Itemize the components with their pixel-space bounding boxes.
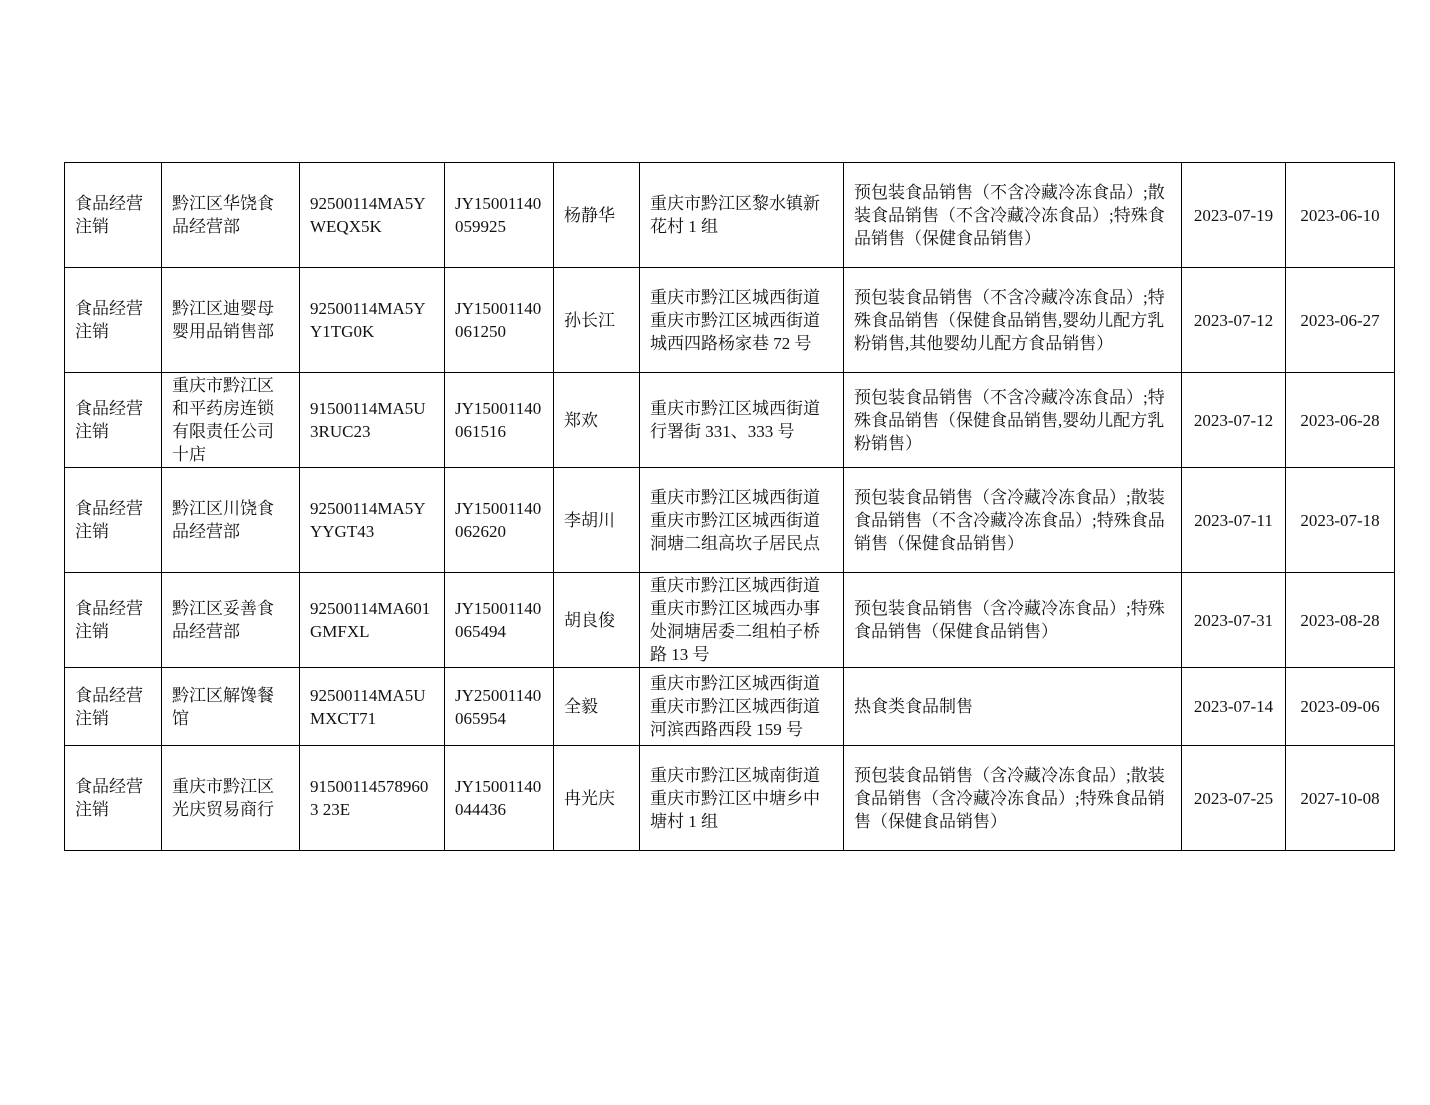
cell-license-number: JY15001140062620 [445,468,554,573]
cell-address: 重庆市黔江区城西街道重庆市黔江区城西街道河滨西路西段 159 号 [640,668,844,746]
cell-license-number: JY25001140065954 [445,668,554,746]
cell-business-scope: 预包装食品销售（含冷藏冷冻食品）;特殊食品销售（保健食品销售） [844,573,1182,668]
cell-person: 全毅 [554,668,640,746]
license-cancellation-table [64,162,1395,851]
cell-address: 重庆市黔江区城南街道重庆市黔江区中塘乡中塘村 1 组 [640,746,844,851]
cell-date-cancelled: 2023-07-31 [1182,573,1286,668]
cell-type: 食品经营注销 [65,668,162,746]
table-row [65,468,1395,573]
cell-type: 食品经营注销 [65,746,162,851]
cell-address: 重庆市黔江区城西街道重庆市黔江区城西办事处洞塘居委二组柏子桥路 13 号 [640,573,844,668]
cell-license-number: JY15001140061250 [445,268,554,373]
cell-credit-code: 92500114MA5YYYGT43 [300,468,445,573]
cell-type: 食品经营注销 [65,268,162,373]
cell-business-scope: 预包装食品销售（不含冷藏冷冻食品）;特殊食品销售（保健食品销售,婴幼儿配方乳粉销售,其他婴幼儿配方食品销售） [844,268,1182,373]
cell-credit-code: 92500114MA5UMXCT71 [300,668,445,746]
cell-business-scope: 热食类食品制售 [844,668,1182,746]
cell-credit-code: 92500114MA601GMFXL [300,573,445,668]
cell-date-valid-until: 2023-09-06 [1286,668,1395,746]
table-row [65,746,1395,851]
cell-date-valid-until: 2023-08-28 [1286,573,1395,668]
cell-credit-code: 92500114MA5YWEQX5K [300,163,445,268]
cell-person: 孙长江 [554,268,640,373]
cell-license-number: JY15001140059925 [445,163,554,268]
cell-business-scope: 预包装食品销售（不含冷藏冷冻食品）;散装食品销售（不含冷藏冷冻食品）;特殊食品销售（保健食品销售） [844,163,1182,268]
cell-date-cancelled: 2023-07-12 [1182,268,1286,373]
cell-business-scope: 预包装食品销售（含冷藏冷冻食品）;散装食品销售（不含冷藏冷冻食品）;特殊食品销售（保健食品销售） [844,468,1182,573]
cell-credit-code: 91500114MA5U3RUC23 [300,373,445,468]
cell-license-number: JY15001140065494 [445,573,554,668]
cell-person: 冉光庆 [554,746,640,851]
cell-date-cancelled: 2023-07-14 [1182,668,1286,746]
cell-type: 食品经营注销 [65,573,162,668]
cell-date-cancelled: 2023-07-11 [1182,468,1286,573]
cell-person: 李胡川 [554,468,640,573]
table-row [65,573,1395,668]
cell-business-name: 重庆市黔江区和平药房连锁有限责任公司十店 [162,373,300,468]
cell-date-cancelled: 2023-07-25 [1182,746,1286,851]
table-row [65,373,1395,468]
table-row [65,668,1395,746]
cell-address: 重庆市黔江区城西街道重庆市黔江区城西街道城西四路杨家巷 72 号 [640,268,844,373]
cell-date-valid-until: 2023-06-27 [1286,268,1395,373]
cell-business-name: 黔江区妥善食品经营部 [162,573,300,668]
cell-date-valid-until: 2023-06-28 [1286,373,1395,468]
cell-license-number: JY15001140061516 [445,373,554,468]
table-row [65,163,1395,268]
cell-business-name: 黔江区川饶食品经营部 [162,468,300,573]
cell-person: 杨静华 [554,163,640,268]
cell-type: 食品经营注销 [65,468,162,573]
cell-type: 食品经营注销 [65,163,162,268]
cell-business-name: 黔江区华饶食品经营部 [162,163,300,268]
table-row [65,268,1395,373]
cell-business-name: 黔江区解馋餐馆 [162,668,300,746]
cell-date-cancelled: 2023-07-12 [1182,373,1286,468]
cell-license-number: JY15001140044436 [445,746,554,851]
cell-address: 重庆市黔江区黎水镇新花村 1 组 [640,163,844,268]
cell-date-valid-until: 2027-10-08 [1286,746,1395,851]
cell-person: 郑欢 [554,373,640,468]
cell-business-name: 黔江区迪婴母婴用品销售部 [162,268,300,373]
cell-date-valid-until: 2023-06-10 [1286,163,1395,268]
cell-person: 胡良俊 [554,573,640,668]
cell-date-cancelled: 2023-07-19 [1182,163,1286,268]
cell-credit-code: 92500114MA5YY1TG0K [300,268,445,373]
cell-address: 重庆市黔江区城西街道重庆市黔江区城西街道洞塘二组高坎子居民点 [640,468,844,573]
cell-type: 食品经营注销 [65,373,162,468]
cell-credit-code: 915001145789603 23E [300,746,445,851]
cell-business-name: 重庆市黔江区光庆贸易商行 [162,746,300,851]
cell-business-scope: 预包装食品销售（含冷藏冷冻食品）;散装食品销售（含冷藏冷冻食品）;特殊食品销售（保健食品销售） [844,746,1182,851]
cell-date-valid-until: 2023-07-18 [1286,468,1395,573]
cell-address: 重庆市黔江区城西街道行署街 331、333 号 [640,373,844,468]
cell-business-scope: 预包装食品销售（不含冷藏冷冻食品）;特殊食品销售（保健食品销售,婴幼儿配方乳粉销售） [844,373,1182,468]
